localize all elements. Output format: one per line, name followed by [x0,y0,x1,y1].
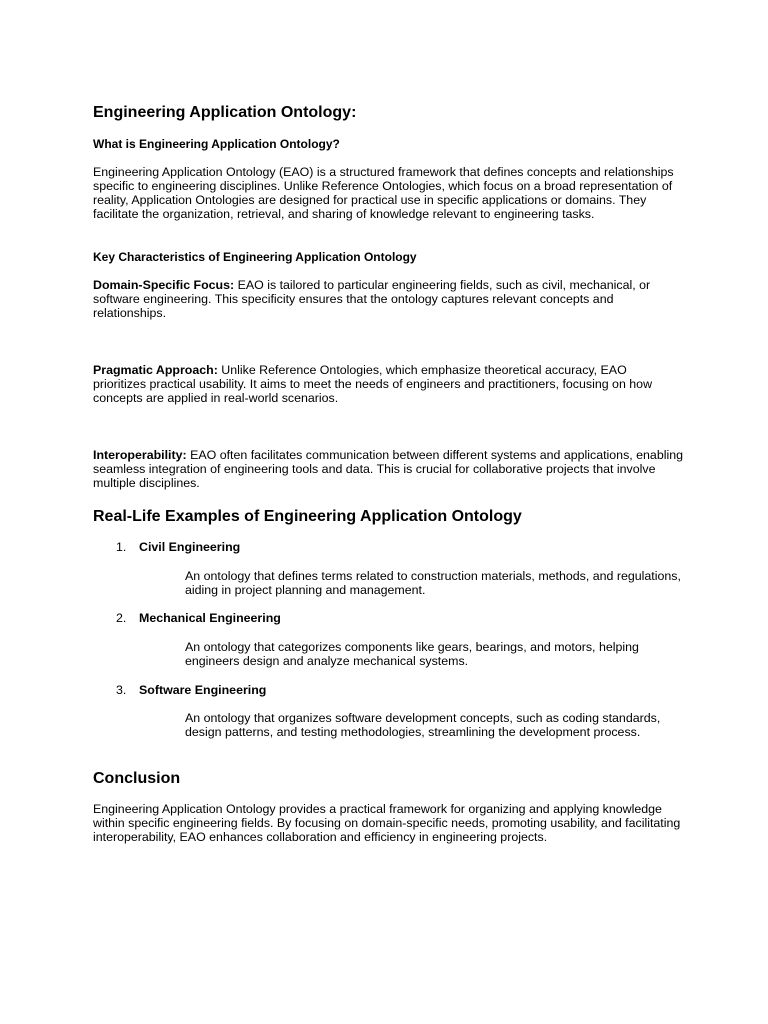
characteristic-domain-specific [93,278,683,320]
characteristic-term: Domain-Specific Focus: [93,278,235,292]
list-item-number: 1. [116,540,127,554]
characteristic-text: EAO is tailored to particular engineering fields, such as civil, mechanical, or software engineering. This specificity ensures that the ontology captures relevant concepts and relationships. [93,278,651,320]
list-item-description: An ontology that categorizes components like gears, bearings, and motors, helping engineers design and analyze mechanical systems. [185,640,639,668]
list-item-description: An ontology that defines terms related to construction materials, methods, and regulations, aiding in project planning and management. [185,569,681,597]
conclusion-heading: Conclusion [93,770,181,787]
list-item-title: Software Engineering [139,683,267,697]
list-item-number: 3. [116,683,127,697]
examples-heading: Real-Life Examples of Engineering Application Ontology [93,508,522,525]
list-item-description: An ontology that organizes software development concepts, such as coding standards, design patterns, and testing methodologies, streamlining the development process. [185,711,661,739]
document-title: Engineering Application Ontology: [93,104,357,121]
key-characteristics-heading: Key Characteristics of Engineering Application Ontology [93,250,417,264]
list-item-number: 2. [116,611,127,625]
what-is-heading: What is Engineering Application Ontology? [93,137,340,151]
conclusion-paragraph: Engineering Application Ontology provides a practical framework for organizing and applying knowledge within specific engineering fields. By focusing on domain-specific needs, promoting usability, and facilitating interoperability, EAO enhances collaboration and efficiency in engineering projects. [93,802,681,844]
characteristic-term: Interoperability: [93,448,187,462]
list-item-title: Civil Engineering [139,540,241,554]
characteristic-pragmatic [93,363,683,405]
list-item-title: Mechanical Engineering [139,611,281,625]
characteristic-text: EAO often facilitates communication between different systems and applications, enabling seamless integration of engineering tools and data. This is crucial for collaborative projects that involve multiple disciplines. [93,448,684,490]
intro-paragraph: Engineering Application Ontology (EAO) is a structured framework that defines concepts and relationships specific to engineering disciplines. Unlike Reference Ontologies, which focus on a broad representation of reality, Application Ontologies are designed for practical use in specific applications or domains. They facilitate the organization, retrieval, and sharing of knowledge relevant to engineering tasks. [93,165,674,221]
characteristic-interoperability [93,448,683,490]
characteristic-term: Pragmatic Approach: [93,363,218,377]
characteristic-text: Unlike Reference Ontologies, which emphasize theoretical accuracy, EAO prioritizes practical usability. It aims to meet the needs of engineers and practitioners, focusing on how concepts are applied in real-world scenarios. [93,363,653,405]
